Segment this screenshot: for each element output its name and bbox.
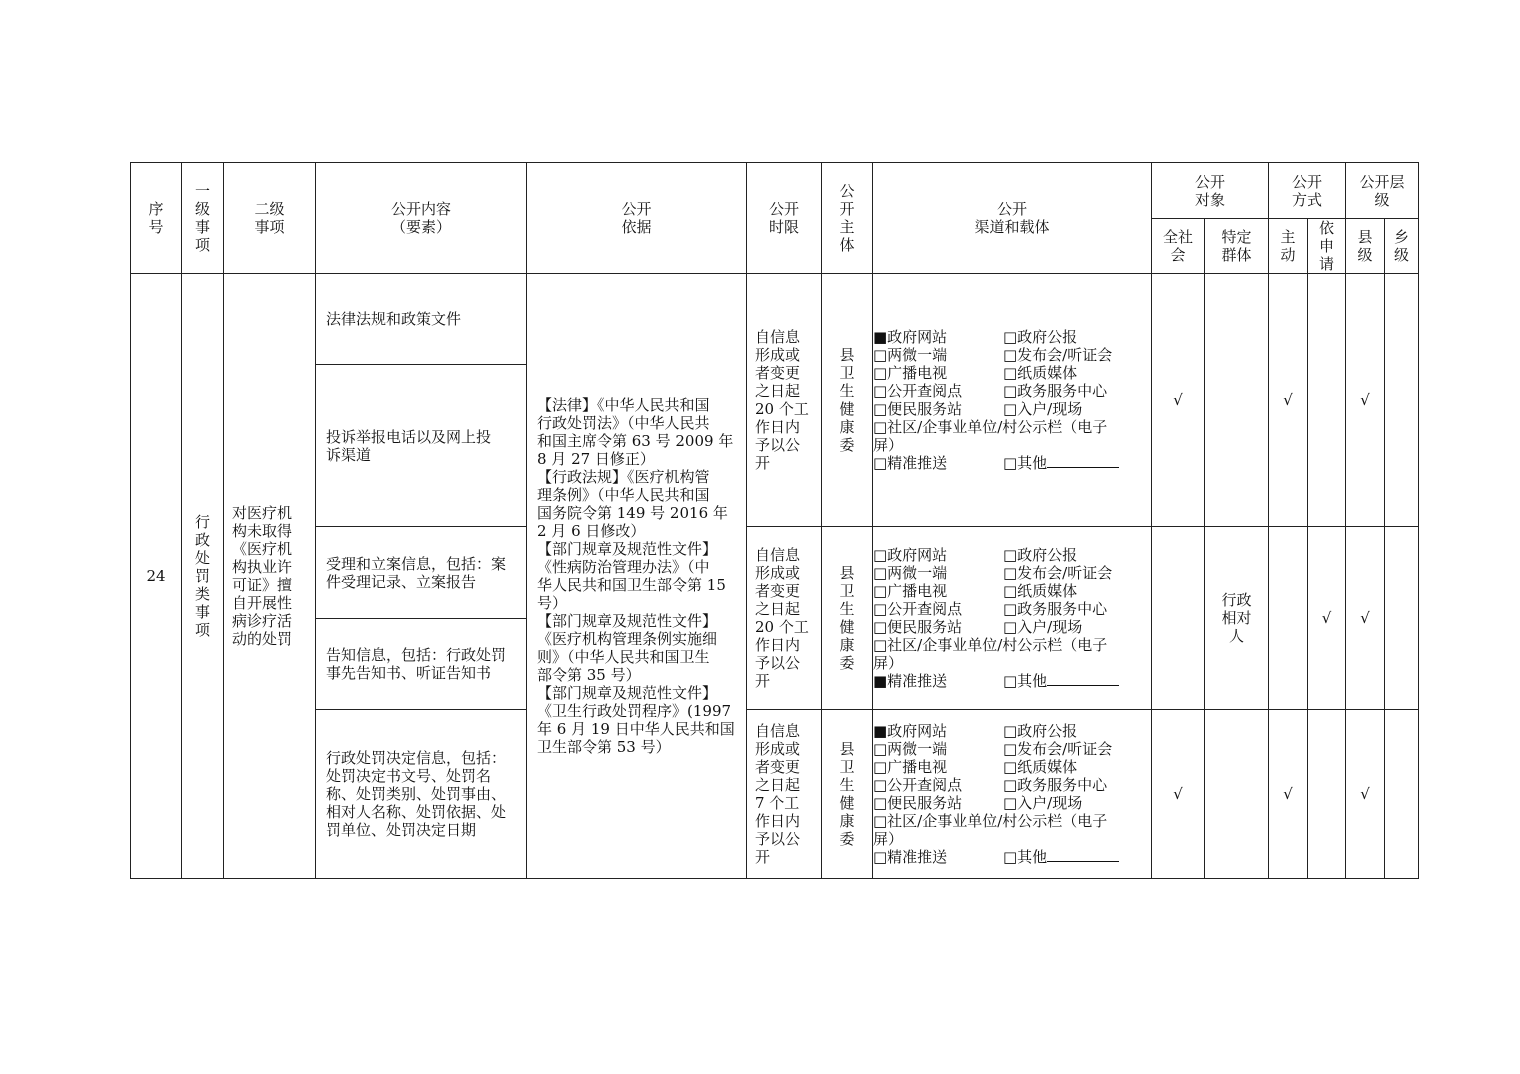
header-method-request: 依 申 请	[1308, 219, 1346, 274]
check-target-all	[1152, 527, 1205, 710]
header-level-county: 县 级	[1346, 219, 1385, 274]
header-seq: 序 号	[131, 163, 182, 274]
header-level2: 二级 事项	[224, 163, 316, 274]
disclosure-table	[130, 162, 1419, 879]
row-level1: 行 政 处 罚 类 事 项	[182, 274, 224, 879]
time-limit: 自信息 形成或 者变更 之日起 20 个工 作日内 予以公 开	[747, 527, 822, 710]
check-level-county: √	[1346, 710, 1385, 879]
header-subject: 公 开 主 体	[822, 163, 873, 274]
row-level2: 对医疗机 构未取得 《医疗机 构执业许 可证》擅 自开展性 病诊疗活 动的处罚	[224, 274, 316, 879]
header-method: 公开 方式	[1269, 163, 1346, 219]
header-basis: 公开 依据	[527, 163, 747, 274]
row-seq: 24	[131, 274, 182, 879]
header-target: 公开 对象	[1152, 163, 1269, 219]
channel-community: □社区/企事业单位/村公示栏（电子 屏）	[873, 418, 1108, 454]
header-level-town: 乡 级	[1385, 219, 1419, 274]
check-level-county: √	[1346, 274, 1385, 527]
time-limit: 自信息 形成或 者变更 之日起 7 个工 作日内 予以公 开	[747, 710, 822, 879]
check-level-town	[1385, 527, 1419, 710]
header-target-specific: 特定 群体	[1205, 219, 1269, 274]
channel-list: ■政府网站 □政府公报 □两微一端 □发布会/听证会 □广播电视 □纸质媒体 □公开查阅点 □政务服务中心 □便民服务站 □入户/现场 □社区/企事业单位/村公示栏（电子 屏） □精准推送 □其他	[873, 274, 1152, 527]
table-row	[131, 710, 1419, 879]
check-target-all: √	[1152, 274, 1205, 527]
header-method-active: 主 动	[1269, 219, 1308, 274]
target-specific	[1205, 710, 1269, 879]
publisher: 县 卫 生 健 康 委	[822, 274, 873, 527]
content-item: 行政处罚决定信息，包括： 处罚决定书文号、处罚名 称、处罚类别、处罚事由、 相对人名称、处罚依据、处 罚单位、处罚决定日期	[316, 710, 527, 879]
content-item: 告知信息，包括：行政处罚 事先告知书、听证告知书	[316, 619, 527, 710]
check-method-request	[1308, 274, 1346, 527]
check-level-town	[1385, 710, 1419, 879]
content-item: 受理和立案信息，包括：案 件受理记录、立案报告	[316, 527, 527, 619]
publisher: 县 卫 生 健 康 委	[822, 710, 873, 879]
channel-list: ■政府网站 □政府公报 □两微一端 □发布会/听证会 □广播电视 □纸质媒体 □公开查阅点 □政务服务中心 □便民服务站 □入户/现场 □社区/企事业单位/村公示栏（电子 屏） □精准推送 □其他	[873, 710, 1152, 879]
check-level-county: √	[1346, 527, 1385, 710]
header-level: 公开层 级	[1346, 163, 1419, 219]
channel-community: □社区/企事业单位/村公示栏（电子 屏）	[873, 636, 1108, 672]
target-specific: 行政 相对 人	[1205, 527, 1269, 710]
channel-other: □其他	[1003, 848, 1048, 866]
header-content: 公开内容 （要素）	[316, 163, 527, 274]
header-row-1	[131, 163, 1419, 219]
publisher: 县 卫 生 健 康 委	[822, 527, 873, 710]
check-method-active	[1269, 527, 1308, 710]
check-method-request	[1308, 710, 1346, 879]
header-target-all: 全社 会	[1152, 219, 1205, 274]
check-target-all: √	[1152, 710, 1205, 879]
header-time-limit: 公开 时限	[747, 163, 822, 274]
check-method-active: √	[1269, 274, 1308, 527]
content-item: 法律法规和政策文件	[316, 274, 527, 365]
table-row	[131, 527, 1419, 619]
channel-push: □精准推送	[873, 454, 948, 472]
channel-push: ■精准推送	[873, 672, 948, 690]
content-item: 投诉举报电话以及网上投 诉渠道	[316, 365, 527, 527]
target-specific	[1205, 274, 1269, 527]
channel-other: □其他	[1003, 454, 1048, 472]
check-method-active: √	[1269, 710, 1308, 879]
channel-community: □社区/企事业单位/村公示栏（电子 屏）	[873, 812, 1108, 848]
time-limit: 自信息 形成或 者变更 之日起 20 个工 作日内 予以公 开	[747, 274, 822, 527]
header-channel: 公开 渠道和载体	[873, 163, 1152, 274]
channel-push: □精准推送	[873, 848, 948, 866]
channel-list: □政府网站 □政府公报 □两微一端 □发布会/听证会 □广播电视 □纸质媒体 □公开查阅点 □政务服务中心 □便民服务站 □入户/现场 □社区/企事业单位/村公示栏（电子 屏） ■精准推送 □其他	[873, 527, 1152, 710]
check-level-town	[1385, 274, 1419, 527]
channel-other: □其他	[1003, 672, 1048, 690]
row-basis: 【法律】《中华人民共和国 行政处罚法》（中华人民共 和国主席令第 63 号 2009 年 8 月 27 日修正） 【行政法规】《医疗机构管 理条例》（中华人民共和国 国务院令第 149 号 2016 年 2 月 6 日修改） 【部门规章及规范性文件】 《性病防治管理办法》（中 华人民共和国卫生部令第 15 号） 【部门规章及规范性文件】 《医疗机构管理条例实施细 则》（中华人民共和国卫生 部令第 35 号） 【部门规章及规范性文件】 《卫生行政处罚程序》(1997 年 6 月 19 日中华人民共和国 卫生部令第 53 号）	[527, 274, 747, 879]
check-method-request: √	[1308, 527, 1346, 710]
table-row	[131, 274, 1419, 365]
header-level1: 一 级 事 项	[182, 163, 224, 274]
